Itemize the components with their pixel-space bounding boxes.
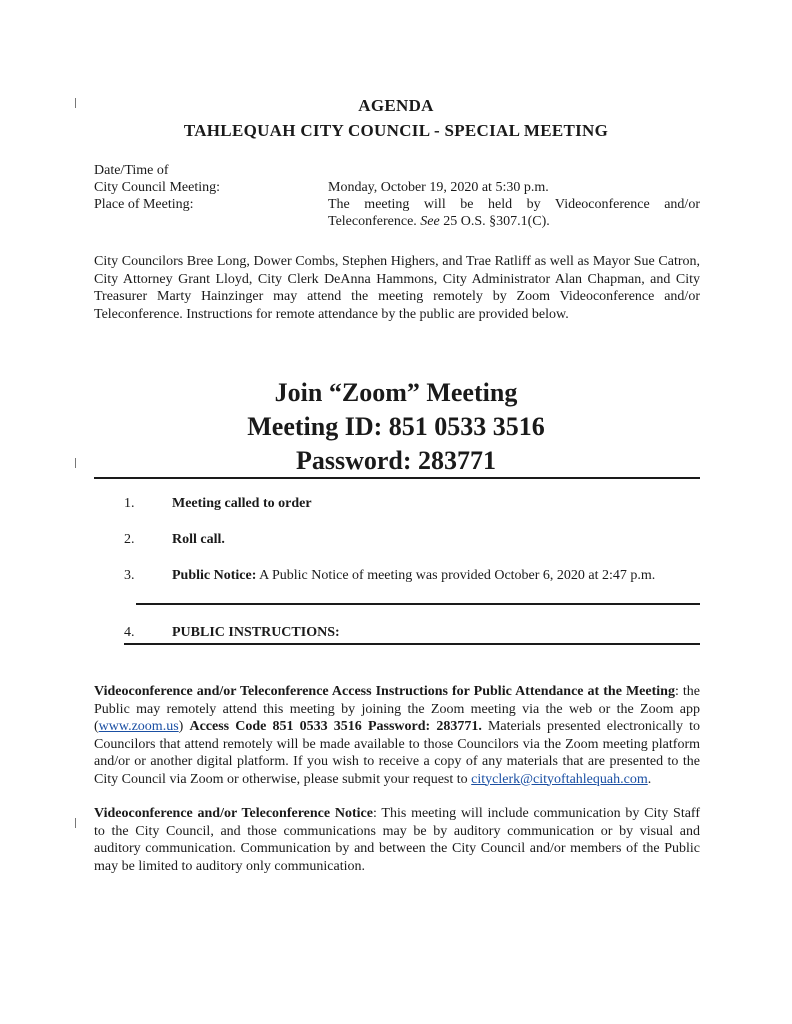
item-number: 1. xyxy=(124,496,135,511)
email-link[interactable]: cityclerk@cityoftahlequah.com xyxy=(471,771,648,787)
conference-notice: Videoconference and/or Teleconference Notice: This meeting will include communication by City Staff to the City Council, and those communications may be by auditory communication or by visual and auditory communication. Communication by and between the City Council and/or members of the Public may be limited to auditory only communication. xyxy=(94,806,701,874)
place-label: Place of Meeting: xyxy=(94,197,194,212)
agenda-item: Roll call. xyxy=(172,532,225,547)
margin-mark xyxy=(75,818,76,828)
date-label-line1: Date/Time of xyxy=(94,163,169,178)
council-title: TAHLEQUAH CITY COUNCIL - SPECIAL MEETING xyxy=(183,121,609,140)
zoom-meeting-id: Meeting ID: 851 0533 3516 xyxy=(247,412,545,441)
divider-line xyxy=(124,643,700,645)
zoom-password: Password: 283771 xyxy=(295,446,497,475)
item-number: 4. xyxy=(124,625,135,640)
zoom-link[interactable]: www.zoom.us xyxy=(98,719,179,734)
divider-line xyxy=(94,477,700,479)
access-instructions: Videoconference and/or Teleconference Access Instructions for Public Attendance at the Meeting: the Public may remotely attend this meeting by joining the Zoom meeting via the web or the Zoom app (www.zoom.us) Access Code 851 0533 3516 Password: 283771. Materials presented electronically to Councilors that attend remotely will be made available to those Councilors via the Zoom meeting platform and/or or another digital platform. If you wish to receive a copy of any materials that are presented to the City Council via Zoom or otherwise, please submit your request to cityclerk@cityoftahlequah.com. xyxy=(94,684,700,787)
zoom-join-heading: Join “Zoom” Meeting xyxy=(274,378,518,407)
date-label-line2: City Council Meeting: xyxy=(94,180,220,195)
attendees-paragraph: City Councilors Bree Long, Dower Combs, Stephen Highers, and Trae Ratliff as well as Mayor Sue Catron, City Attorney Grant Lloyd, City Clerk DeAnna Hammons, City Administrator Alan Chapman, and City Treasurer Marty Hainzinger may attend the meeting remotely by Zoom Videoconference and/or Teleconference. Instructions for remote attendance by the public are provided below. xyxy=(94,254,700,322)
agenda-item: PUBLIC INSTRUCTIONS: xyxy=(172,625,340,640)
item-number: 2. xyxy=(124,532,135,547)
agenda-item: Public Notice: A Public Notice of meeting was provided October 6, 2020 at 2:47 p.m. xyxy=(172,568,656,583)
item-number: 3. xyxy=(124,568,135,583)
place-value: The meeting will be held by Videoconference and/or Teleconference. See 25 O.S. §307.1(C). xyxy=(328,197,700,229)
divider-line xyxy=(136,603,700,605)
date-value: Monday, October 19, 2020 at 5:30 p.m. xyxy=(328,180,549,195)
agenda-item: Meeting called to order xyxy=(172,496,312,511)
agenda-title: AGENDA xyxy=(358,96,434,115)
